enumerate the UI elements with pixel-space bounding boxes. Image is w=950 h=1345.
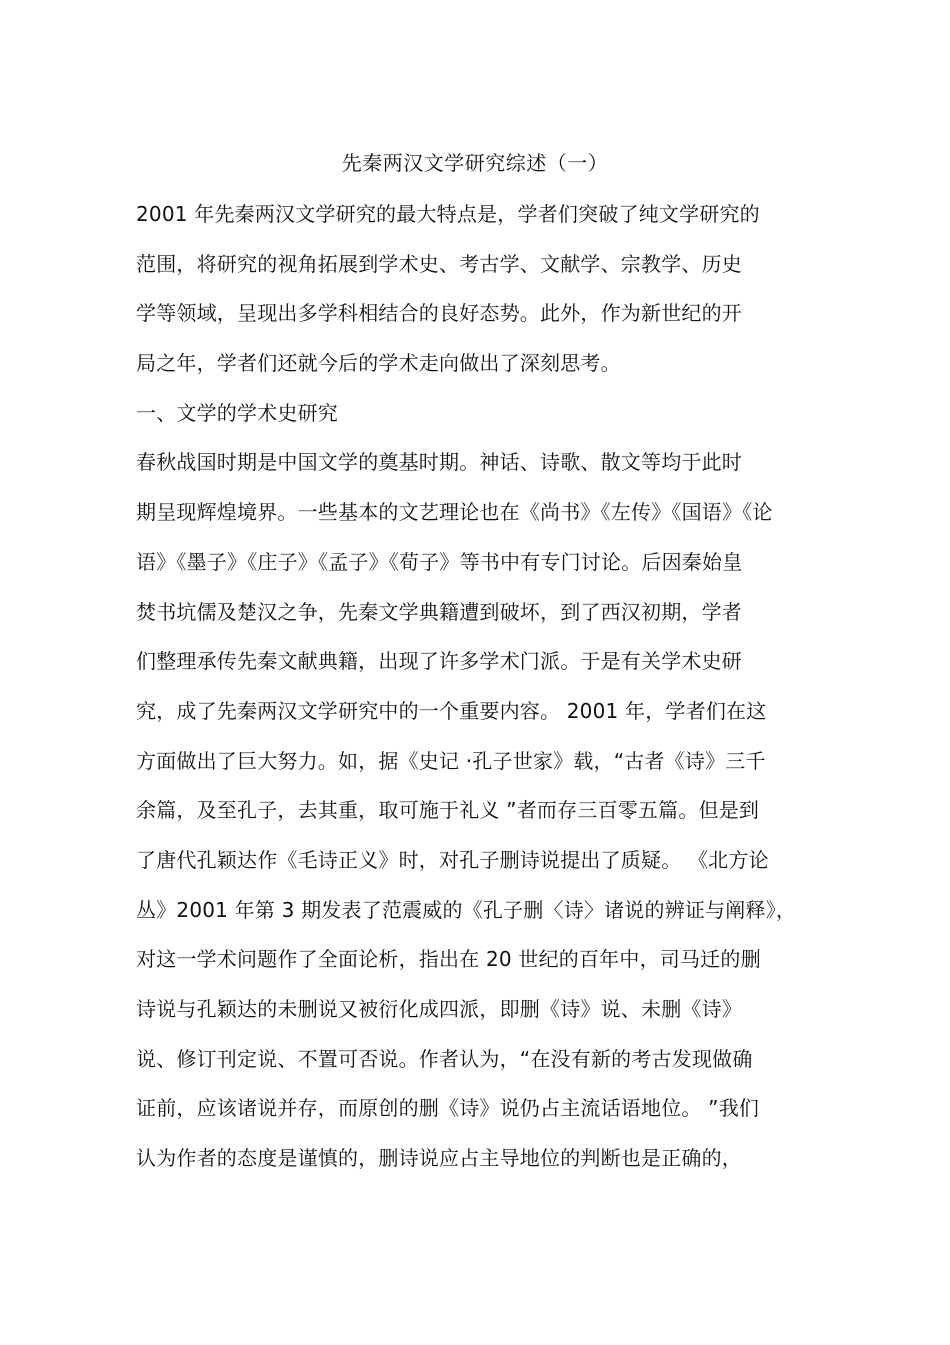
text-line: 究，成了先秦两汉文学研究中的一个重要内容。 2001 年，学者们在这 [136,698,767,723]
text-line: 余篇，及至孔子，去其重，取可施于礼义 ”者而存三百零五篇。但是到 [136,798,760,823]
text-line: 期呈现辉煌境界。一些基本的文艺理论也在《尚书》《左传》《国语》《论 [136,500,773,525]
text-line: 2001 年先秦两汉文学研究的最大特点是，学者们突破了纯文学研究的 [136,202,760,226]
document-title: 先秦两汉文学研究综述（一） [341,151,609,175]
text-line: 们整理承传先秦文献典籍，出现了许多学术门派。于是有关学术史研 [136,649,742,674]
text-line: 说、修订刊定说、不置可否说。作者认为，“在没有新的考古发现做确 [136,1046,753,1071]
text-line: 春秋战国时期是中国文学的奠基时期。神话、诗歌、散文等均于此时 [136,450,742,475]
text-line: 认为作者的态度是谨慎的，删诗说应占主导地位的判断也是正确的， [136,1146,742,1171]
text-line: 局之年，学者们还就今后的学术走向做出了深刻思考。 [136,351,621,376]
text-line: 诗说与孔颖达的未删说又被衍化成四派，即删《诗》说、未删《诗》 [136,997,742,1021]
text-line: 方面做出了巨大努力。如，据《史记 ·孔子世家》载，“古者《诗》三千 [136,748,766,773]
text-line: 对这一学术问题作了全面论析，指出在 20 世纪的百年中，司马迁的删 [136,947,761,972]
text-line: 证前，应该诸说并存，而原创的删《诗》说仍占主流话语地位。 ”我们 [136,1096,760,1121]
document-body [136,198,826,1192]
text-line: 了唐代孔颖达作《毛诗正义》时，对孔子删诗说提出了质疑。 《北方论 [136,847,769,872]
text-line: 学等领域，呈现出多学科相结合的良好态势。此外，作为新世纪的开 [136,301,742,326]
text-line: 丛》2001 年第 3 期发表了范震威的《孔子删〈诗〉诸说的辨证与阐释》， [136,897,797,922]
section-heading: 一、文学的学术史研究 [136,400,338,425]
text-line: 焚书坑儒及楚汉之争，先秦文学典籍遭到破坏，到了西汉初期，学者 [136,599,742,624]
text-line: 语》《墨子》《庄子》《孟子》《荀子》等书中有专门讨论。后因秦始皇 [136,549,743,574]
text-line: 范围，将研究的视角拓展到学术史、考古学、文献学、宗教学、历史 [136,251,742,276]
